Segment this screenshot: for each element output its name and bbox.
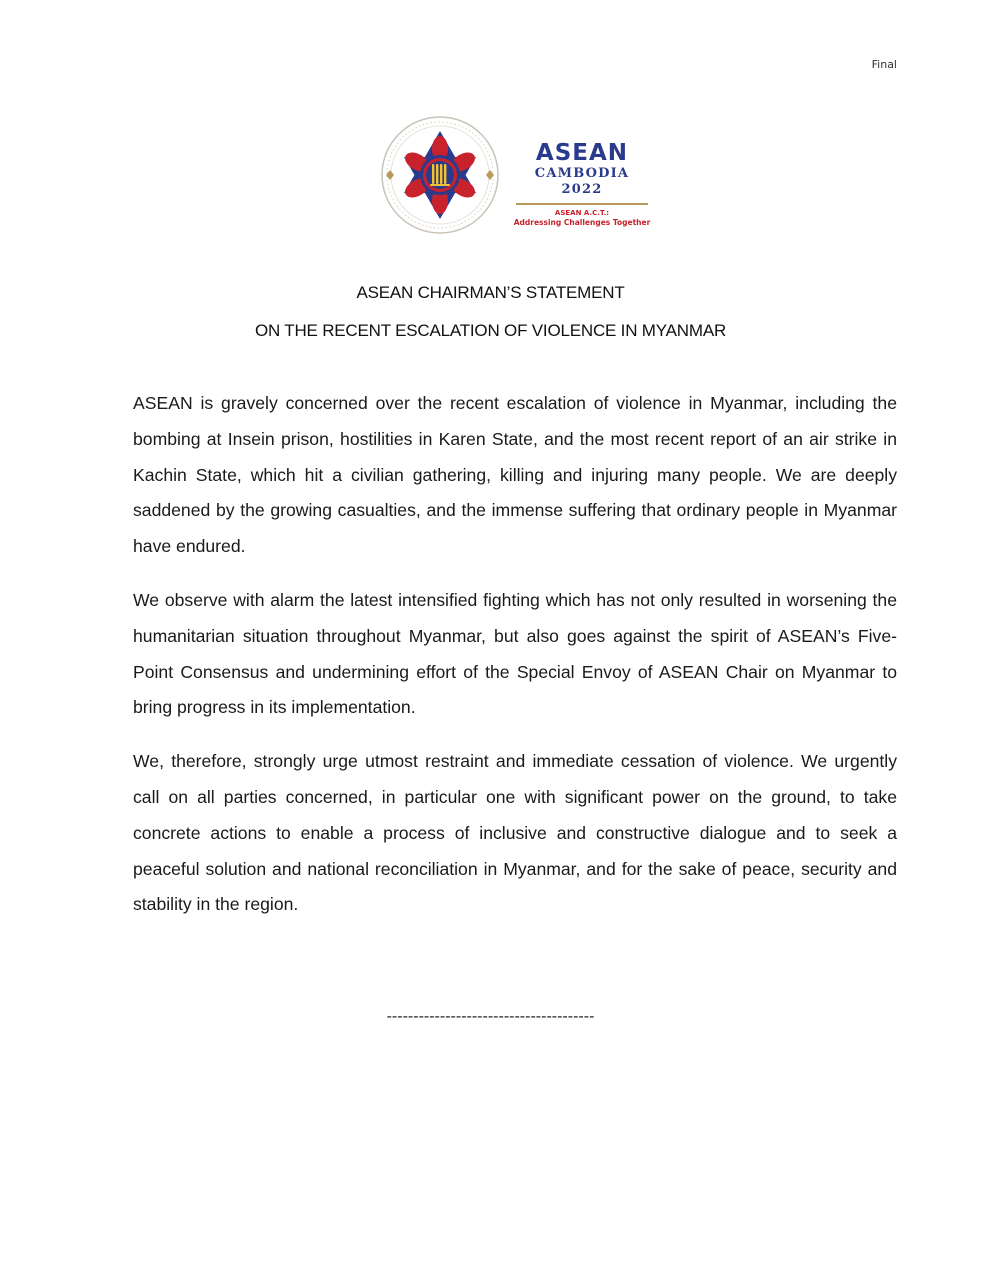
statement-subtitle: ON THE RECENT ESCALATION OF VIOLENCE IN MYANMAR xyxy=(254,321,727,340)
statement-body xyxy=(133,386,897,941)
logo-country-year: CAMBODIA 2022 xyxy=(534,166,630,197)
paragraph-1: ASEAN is gravely concerned over the recent escalation of violence in Myanmar, including the bombing at Insein prison, hostilities in Karen State, and the most recent report of an air strike in Kachin State, which hit a civilian gathering, killing and injuring many people. We are deeply saddened by the growing casualties, and the immense suffering that ordinary people in Myanmar have endured. xyxy=(133,393,897,557)
logo-text xyxy=(512,141,652,228)
statement-title: ASEAN CHAIRMAN’S STATEMENT xyxy=(356,283,625,302)
asean-cambodia-logo xyxy=(380,115,660,235)
asean-emblem-icon xyxy=(380,115,500,235)
document-status: Final xyxy=(871,58,897,71)
logo-act: ASEAN A.C.T.: xyxy=(554,209,610,217)
closing-divider: --------------------------------------- xyxy=(386,1008,595,1025)
logo-motto: Addressing Challenges Together xyxy=(513,218,651,227)
paragraph-3: We, therefore, strongly urge utmost restraint and immediate cessation of violence. We urgently call on all parties concerned, in particular one with significant power on the ground, to take concrete actions to enable a process of inclusive and constructive dialogue and to seek a peaceful solution and national reconciliation in Myanmar, and for the sake of peace, security and stability in the region. xyxy=(133,751,897,915)
logo-divider xyxy=(516,203,648,205)
logo-asean: ASEAN xyxy=(535,140,629,166)
paragraph-2: We observe with alarm the latest intensified fighting which has not only resulted in worsening the humanitarian situation throughout Myanmar, but also goes against the spirit of ASEAN’s Five-Point Consensus and undermining effort of the Special Envoy of ASEAN Chair on Myanmar to bring progress in its implementation. xyxy=(133,589,897,718)
